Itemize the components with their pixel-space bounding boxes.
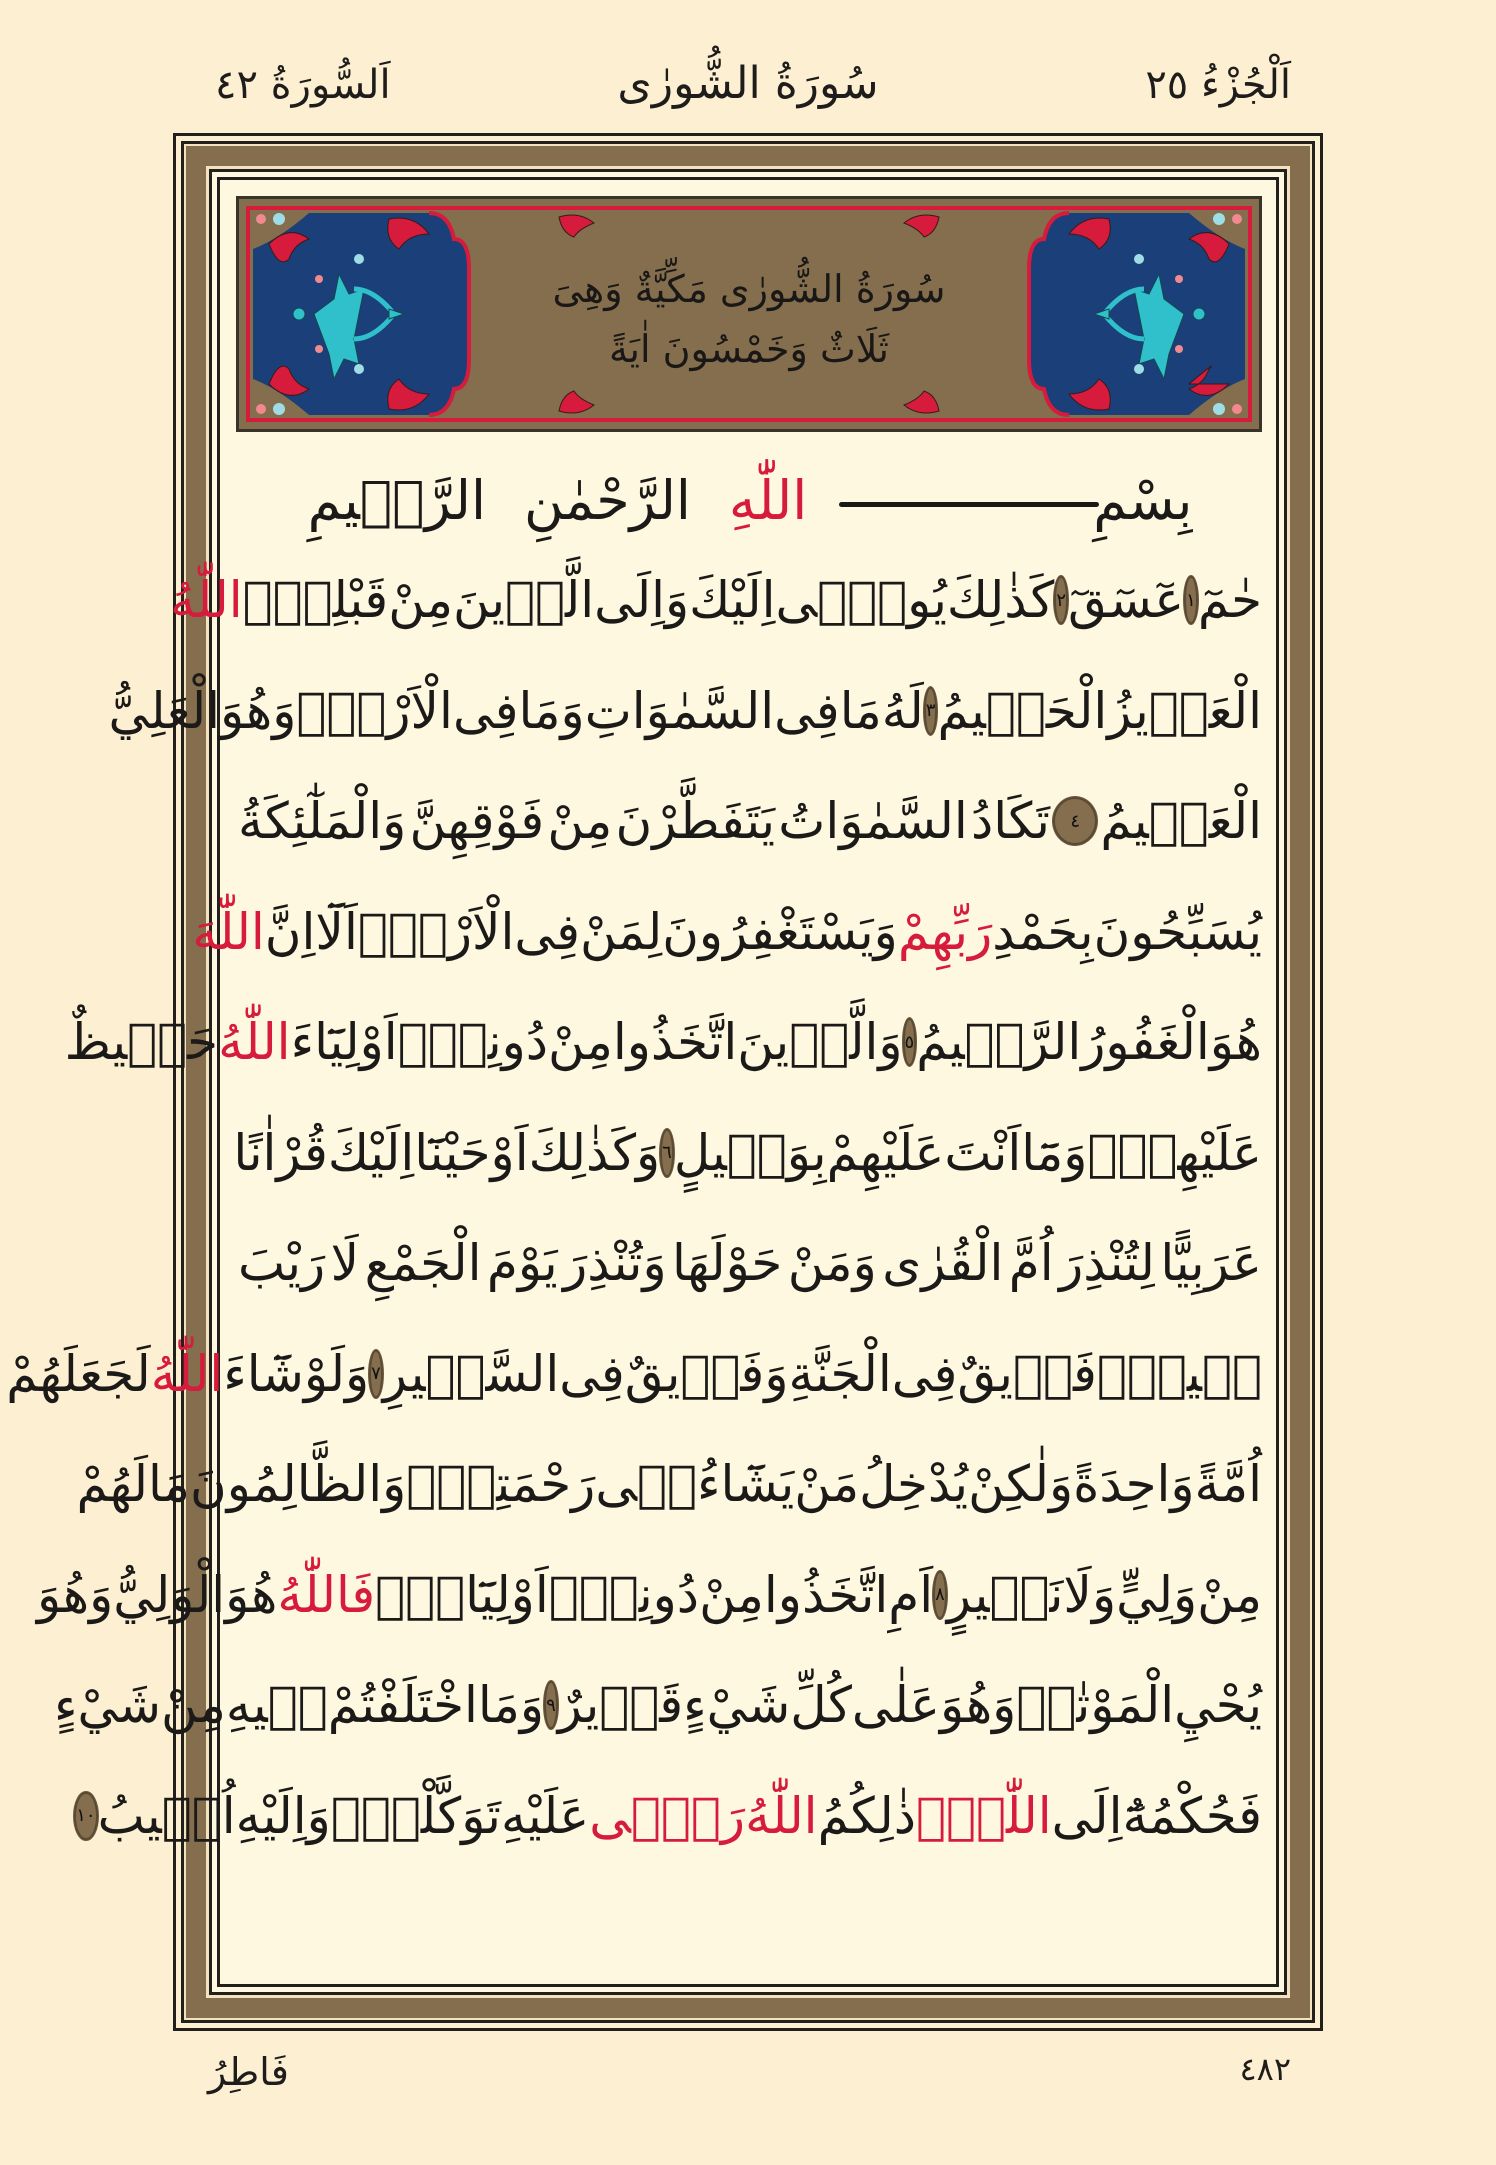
text-line [238, 766, 1262, 877]
bismillah-bism: بِسْمِ [845, 469, 1192, 532]
word: ف۪يهِ [225, 1676, 328, 1735]
highlighted-word: اللّٰهِۜ [915, 1786, 1052, 1845]
verse-number-marker: ٣ [924, 687, 938, 735]
word: وَاِلَيْهِ [235, 1786, 331, 1845]
word: الْمَوْتٰىۘ [1016, 1676, 1175, 1735]
text-line [64, 987, 1262, 1098]
word: كَذٰلِكَ [946, 571, 1055, 630]
word: عَلَيْهِمْۘ [1087, 1123, 1262, 1182]
word: اَوْلِيَٓاءَۚ [375, 1565, 549, 1624]
kashida-stroke [839, 502, 1099, 507]
word: اِلَيْكَ [689, 571, 776, 630]
word: حَوْلَهَا [672, 1234, 783, 1293]
verse-lines [6, 545, 1262, 1871]
word: يَتَفَطَّرْنَ [615, 792, 776, 851]
word: الْحَك۪يمُ [937, 681, 1108, 740]
word: السَّمٰوَاتُ [778, 792, 968, 851]
word: اِلَى [1051, 1786, 1123, 1845]
word: اَلَٓا [315, 902, 358, 961]
word: وَهُوَ [220, 681, 297, 740]
highlighted-word: رَبّ۪ى [589, 1786, 746, 1845]
word: عَلَيْهِ [500, 1786, 590, 1845]
text-line [108, 656, 1262, 767]
word: وَفَر۪يقٌ [624, 1344, 789, 1403]
text-line [76, 1429, 1262, 1540]
word: تَوَكَّلْتُۗ [330, 1786, 501, 1845]
word: لِتُنْذِرَ [1059, 1234, 1155, 1293]
word: وَمَنْ [787, 1234, 877, 1293]
sura-intro-line-1: سُورَةُ الشُّورٰى مَكِّيَّةٌ وَهِىَ [552, 267, 946, 311]
word: وَالظَّالِمُونَ [190, 1455, 407, 1514]
sura-number-label: اَلسُّورَةُ ٤٢ [215, 62, 391, 108]
word: وَالْمَلٰٓئِكَةُ [238, 792, 407, 851]
word: السَّع۪يرِ [382, 1344, 560, 1403]
highlighted-word: اللّٰهَ [192, 902, 265, 961]
word: يُدْخِلُ [859, 1455, 969, 1514]
word: وَمَٓا [1021, 1123, 1088, 1182]
word: بِحَمْدِ [992, 902, 1094, 961]
word: مِنْ [548, 1013, 613, 1072]
word: وَتُنْذِرَ [563, 1234, 667, 1293]
sura-intro-line-2: ثَلَاثٌ وَخَمْسُونَ اٰيَةً [609, 327, 889, 371]
word: مِنْ [547, 792, 613, 851]
word: اتَّخَذُوا [612, 1013, 738, 1072]
word: الْغَفُورُ [1081, 1013, 1210, 1072]
word: مِنْ [1197, 1565, 1262, 1624]
word: الْاَرْضِۜ [296, 681, 453, 740]
word: يُسَبِّحُونَ [1093, 902, 1262, 961]
word: شَيْءٍ [53, 1676, 162, 1735]
word: اُن۪يبُ [97, 1786, 236, 1845]
verse-number-marker: ١٠ [74, 1792, 97, 1840]
highlighted-word: رَبِّهِمْ [897, 902, 993, 961]
word: اِلَيْكَ [327, 1123, 415, 1182]
word: مِنْ [699, 1565, 764, 1624]
word: كُلِّ [790, 1676, 852, 1735]
word: اَوْحَيْنَٓا [414, 1123, 529, 1182]
word: اَوْلِيَٓاءَ [290, 1013, 398, 1072]
word: الْجَمْعِ [364, 1234, 482, 1293]
verse-number-marker: ٤ [1053, 797, 1097, 845]
word: السَّمٰوَاتِ [584, 681, 775, 740]
word: اِنَّ [264, 902, 316, 961]
word: وَكَذٰلِكَ [528, 1123, 661, 1182]
word: فِى [559, 1344, 625, 1403]
page-title-sura-name: سُورَةُ الشُّورٰى [617, 58, 879, 109]
verse-number-marker: ٧ [369, 1350, 383, 1398]
word: هُوَ [225, 1565, 278, 1624]
word: فِى [774, 681, 840, 740]
word: وَهُوَ [36, 1565, 114, 1624]
word: وَلٰكِنْ [968, 1455, 1074, 1514]
word: الَّذ۪ينَ [453, 571, 595, 630]
word: رَحْمَتِه۪ۜ [406, 1455, 596, 1514]
verse-number-marker: ٥ [903, 1018, 917, 1066]
highlighted-word: اللّٰهُ [218, 1013, 291, 1072]
word: يُحْيِ [1174, 1676, 1262, 1735]
verse-number-marker: ٩ [544, 1681, 558, 1729]
word: اُمَّةً [1194, 1455, 1262, 1514]
word: فِى [452, 681, 519, 740]
word: يُوح۪ٓى [775, 571, 947, 630]
verse-number-marker: ١ [1184, 576, 1198, 624]
word: هُوَ [1209, 1013, 1262, 1072]
word: مَا [148, 1455, 191, 1514]
word: لَهُمْ [76, 1455, 149, 1514]
word: قَبْلِكَۙ [242, 571, 389, 630]
word: وَهُوَ [939, 1676, 1017, 1735]
word: وَلَا [1063, 1565, 1117, 1624]
word: الْاَرْضِۜ [357, 902, 515, 961]
highlighted-word: فَاللّٰهُ [277, 1565, 376, 1624]
word: لَجَعَلَهُمْ [6, 1344, 151, 1403]
word: الْقُرٰى [882, 1234, 1004, 1293]
word: مَا [839, 681, 882, 740]
word: ف۪يهِۜ [1096, 1344, 1262, 1403]
word: اَمِ [888, 1565, 934, 1624]
word: قُرْاٰنًا [233, 1123, 328, 1182]
word: رَيْبَ [238, 1234, 326, 1293]
word: فَر۪يقٌ [957, 1344, 1097, 1403]
word: بِوَك۪يلٍ [673, 1123, 827, 1182]
word: ف۪ى [595, 1455, 698, 1514]
word: الْوَلِيُّ [113, 1565, 226, 1624]
word: اتَّخَذُوا [763, 1565, 889, 1624]
word: دُونِه۪ٓ [397, 1013, 549, 1072]
word: عَلَيْهِمْ [826, 1123, 945, 1182]
word: دُونِه۪ٓ [548, 1565, 700, 1624]
word: وَمَا [518, 681, 585, 740]
bismillah-line [238, 455, 1262, 545]
word: وَالَّذ۪ينَ [737, 1013, 903, 1072]
word: مِنْ [161, 1676, 226, 1735]
text-line [76, 1761, 1262, 1872]
word: وَاِلَى [594, 571, 690, 630]
word: تَكَادُ [970, 792, 1050, 851]
word: حَف۪يظٌ [64, 1013, 219, 1072]
word: فِى [891, 1344, 958, 1403]
verse-number-marker: ٦ [660, 1129, 674, 1177]
word: عَلٰى [851, 1676, 940, 1735]
juz-label: اَلْجُزْءُ ٢٥ [1145, 62, 1291, 108]
word: فَوْقِهِنَّ [409, 792, 545, 851]
text-line [53, 1650, 1262, 1761]
text-line [238, 1208, 1262, 1319]
word: وَمَا [477, 1676, 545, 1735]
highlighted-word: اللّٰهُ [745, 1786, 818, 1845]
text-line [6, 1319, 1262, 1430]
sura-intro-title [239, 259, 1259, 379]
highlighted-word: اللّٰهُ [150, 1344, 224, 1403]
word: لِمَنْ [580, 902, 663, 961]
word: وَلِيٍّ [1116, 1565, 1198, 1624]
word: الْعَظ۪يمُ [1100, 792, 1262, 851]
word: وَلَوْ [303, 1344, 370, 1403]
word: يَوْمَ [486, 1234, 558, 1293]
word: فَحُكْمُهُٓ [1122, 1786, 1262, 1845]
word: شَٓاءَ [223, 1344, 304, 1403]
word: قَد۪يرٌ [557, 1676, 684, 1735]
word: حٰمٓ [1197, 571, 1262, 630]
text-line [36, 1540, 1262, 1651]
word: الْعَلِيُّ [108, 681, 221, 740]
bismillah-rahman: الرَّحْمٰنِ [523, 468, 691, 532]
word: نَص۪يرٍ [946, 1565, 1064, 1624]
word: اُمَّ [1008, 1234, 1054, 1293]
highlighted-word: اللّٰهُ [170, 571, 243, 630]
word: الرَّح۪يمُ [916, 1013, 1082, 1072]
word: اَنْتَ [944, 1123, 1022, 1182]
word: مَنْ [794, 1455, 860, 1514]
text-line [192, 877, 1262, 988]
word: شَيْءٍ [683, 1676, 791, 1735]
word: فِى [514, 902, 580, 961]
verse-number-marker: ٢ [1054, 576, 1068, 624]
word: وَاحِدَةً [1073, 1455, 1195, 1514]
page-number: ٤٨٢ [1239, 2050, 1291, 2088]
word: عَرَبِيًّا [1160, 1234, 1262, 1293]
word: لَا [330, 1234, 360, 1293]
word: وَيَسْتَغْفِرُونَ [662, 902, 898, 961]
word: يَشَٓاءُ [697, 1455, 795, 1514]
word: ذٰلِكُمُ [817, 1786, 916, 1845]
bismillah-allah: اللّٰهِ [728, 468, 808, 532]
word: مِنْ [388, 571, 454, 630]
text-line [233, 1098, 1262, 1209]
bismillah-rahim: الرَّح۪يمِ [307, 468, 486, 532]
word: اخْتَلَفْتُمْ [327, 1676, 478, 1735]
quran-text-block [6, 455, 1262, 1871]
sura-illuminated-header [236, 196, 1262, 432]
text-line [170, 545, 1262, 656]
word: عٓسٓقٓ [1068, 571, 1185, 630]
verse-number-marker: ٨ [933, 1571, 947, 1619]
word: الْعَز۪يزُ [1107, 681, 1262, 740]
word: لَهُ [881, 681, 924, 740]
word: الْجَنَّةِ [788, 1344, 892, 1403]
catchword-next-sura: فَاطِرُ [208, 2050, 289, 2094]
